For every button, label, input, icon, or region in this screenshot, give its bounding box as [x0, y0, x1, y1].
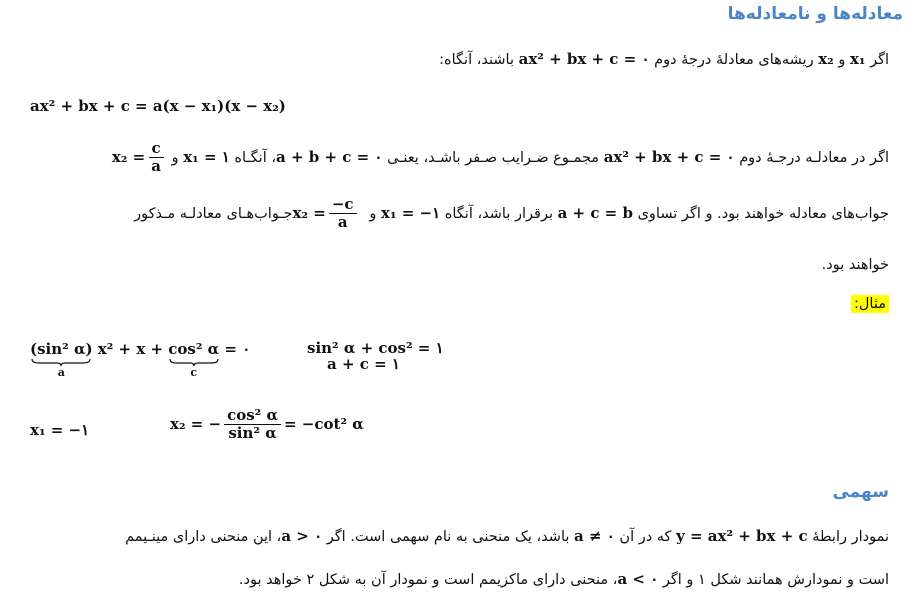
paragraph-parabola: [125, 527, 889, 545]
text: جواب‌های معادله خواهند بود. و اگر تساوی: [637, 205, 889, 222]
denominator: sin² α: [228, 424, 277, 443]
brace-term: cos² α: [168, 340, 220, 358]
math-quadratic: ax² + bx + c = ٠: [518, 50, 650, 68]
brace-label: a: [57, 366, 65, 379]
math-a-negative: a < ٠: [617, 570, 659, 588]
paragraph-end: خواهند بود.: [821, 257, 889, 273]
paragraph-a-plus-c: [134, 196, 889, 232]
math-a-plus-c: a + c = b: [557, 203, 633, 222]
text: باشند، آنگاه:: [439, 52, 514, 68]
text: و: [369, 205, 377, 222]
example-root-x2: [170, 407, 364, 443]
text: باشد، یک منحنی به نام سهمی است. اگر: [326, 529, 570, 545]
text: نمودار رابطهٔ: [812, 529, 889, 545]
math-sum-coeffs: a + b + c = ٠: [276, 147, 383, 166]
fraction: [148, 140, 164, 176]
math-x2-fraction: [292, 195, 365, 232]
factorization-formula: ax² + bx + c = a(x − x₁)(x − x₂): [30, 97, 286, 115]
identity-coeffs: a + c = ١: [327, 355, 400, 373]
trig-identity: [307, 340, 444, 372]
brace-term: (sin² α): [30, 340, 93, 358]
denominator: a: [337, 213, 348, 232]
root2-lhs: x₂ = −: [170, 414, 222, 433]
math-x2-fraction: [111, 139, 167, 176]
text: ریشه‌های معادلهٔ درجهٔ دوم: [654, 52, 814, 68]
text: اگر: [870, 52, 889, 68]
underbrace-c: [168, 340, 219, 379]
equation-end: = ٠: [219, 340, 251, 358]
numerator: c: [149, 140, 164, 158]
text: اگر در معادلـه درجـهٔ دوم: [739, 149, 889, 166]
math-x1-one: x₁ = ١: [183, 147, 230, 166]
text: برقرار باشد، آنگاه: [444, 205, 553, 222]
math-x2-lhs: x₂ =: [292, 203, 326, 222]
identity-line: sin² α + cos² = ١: [307, 339, 444, 357]
denominator: a: [151, 157, 161, 176]
fraction: [224, 407, 281, 443]
math-x2: x₂: [818, 50, 834, 68]
paragraph-roots: [439, 50, 889, 68]
example-root-x1: x₁ = −١: [30, 421, 90, 439]
numerator: −c: [329, 196, 357, 214]
root2-rhs: = −cot² α: [284, 414, 364, 433]
paragraph-sum-zero: [112, 140, 889, 176]
example-equation: [30, 340, 250, 379]
text: ، این منحنی دارای مینـیمم: [125, 529, 282, 545]
paragraph-parabola-2: [239, 570, 889, 588]
text: که در آن: [619, 529, 672, 545]
text: جـواب‌هـای معادلـه مـذکور: [134, 205, 293, 222]
fraction: [329, 196, 357, 232]
underbrace-a: [30, 340, 93, 379]
equation-middle: x² + x +: [92, 340, 169, 358]
text: و: [171, 149, 179, 166]
numerator: cos² α: [224, 407, 281, 425]
text: ، منحنی دارای ماکزیمم است و نمودار آن به شکل ٢ خواهد بود.: [238, 572, 618, 588]
math-parabola: y = ax² + bx + c: [676, 527, 808, 545]
text: ، آنگـاه: [234, 149, 277, 166]
text: است و نمودارش همانند شکل ١ و اگر: [662, 572, 889, 588]
math-x2-lhs: x₂ =: [111, 147, 146, 166]
text: و: [838, 52, 846, 68]
section-title-parabola: سهمی: [832, 482, 889, 502]
math-quadratic: ax² + bx + c = ٠: [603, 147, 735, 166]
math-x1: x₁: [849, 50, 866, 68]
math-x1-minus-one: x₁ = −١: [381, 203, 441, 222]
brace-label: c: [190, 366, 198, 379]
math-a-positive: a > ٠: [281, 527, 323, 545]
text: مجمـوع ضـرایب صـفر باشـد، یعنـی: [387, 149, 600, 166]
math-a-nonzero: a ≠ ٠: [574, 527, 615, 545]
section-title: معادله‌ها و نامعادله‌ها: [727, 4, 903, 24]
example-label: مثال:: [851, 295, 889, 313]
